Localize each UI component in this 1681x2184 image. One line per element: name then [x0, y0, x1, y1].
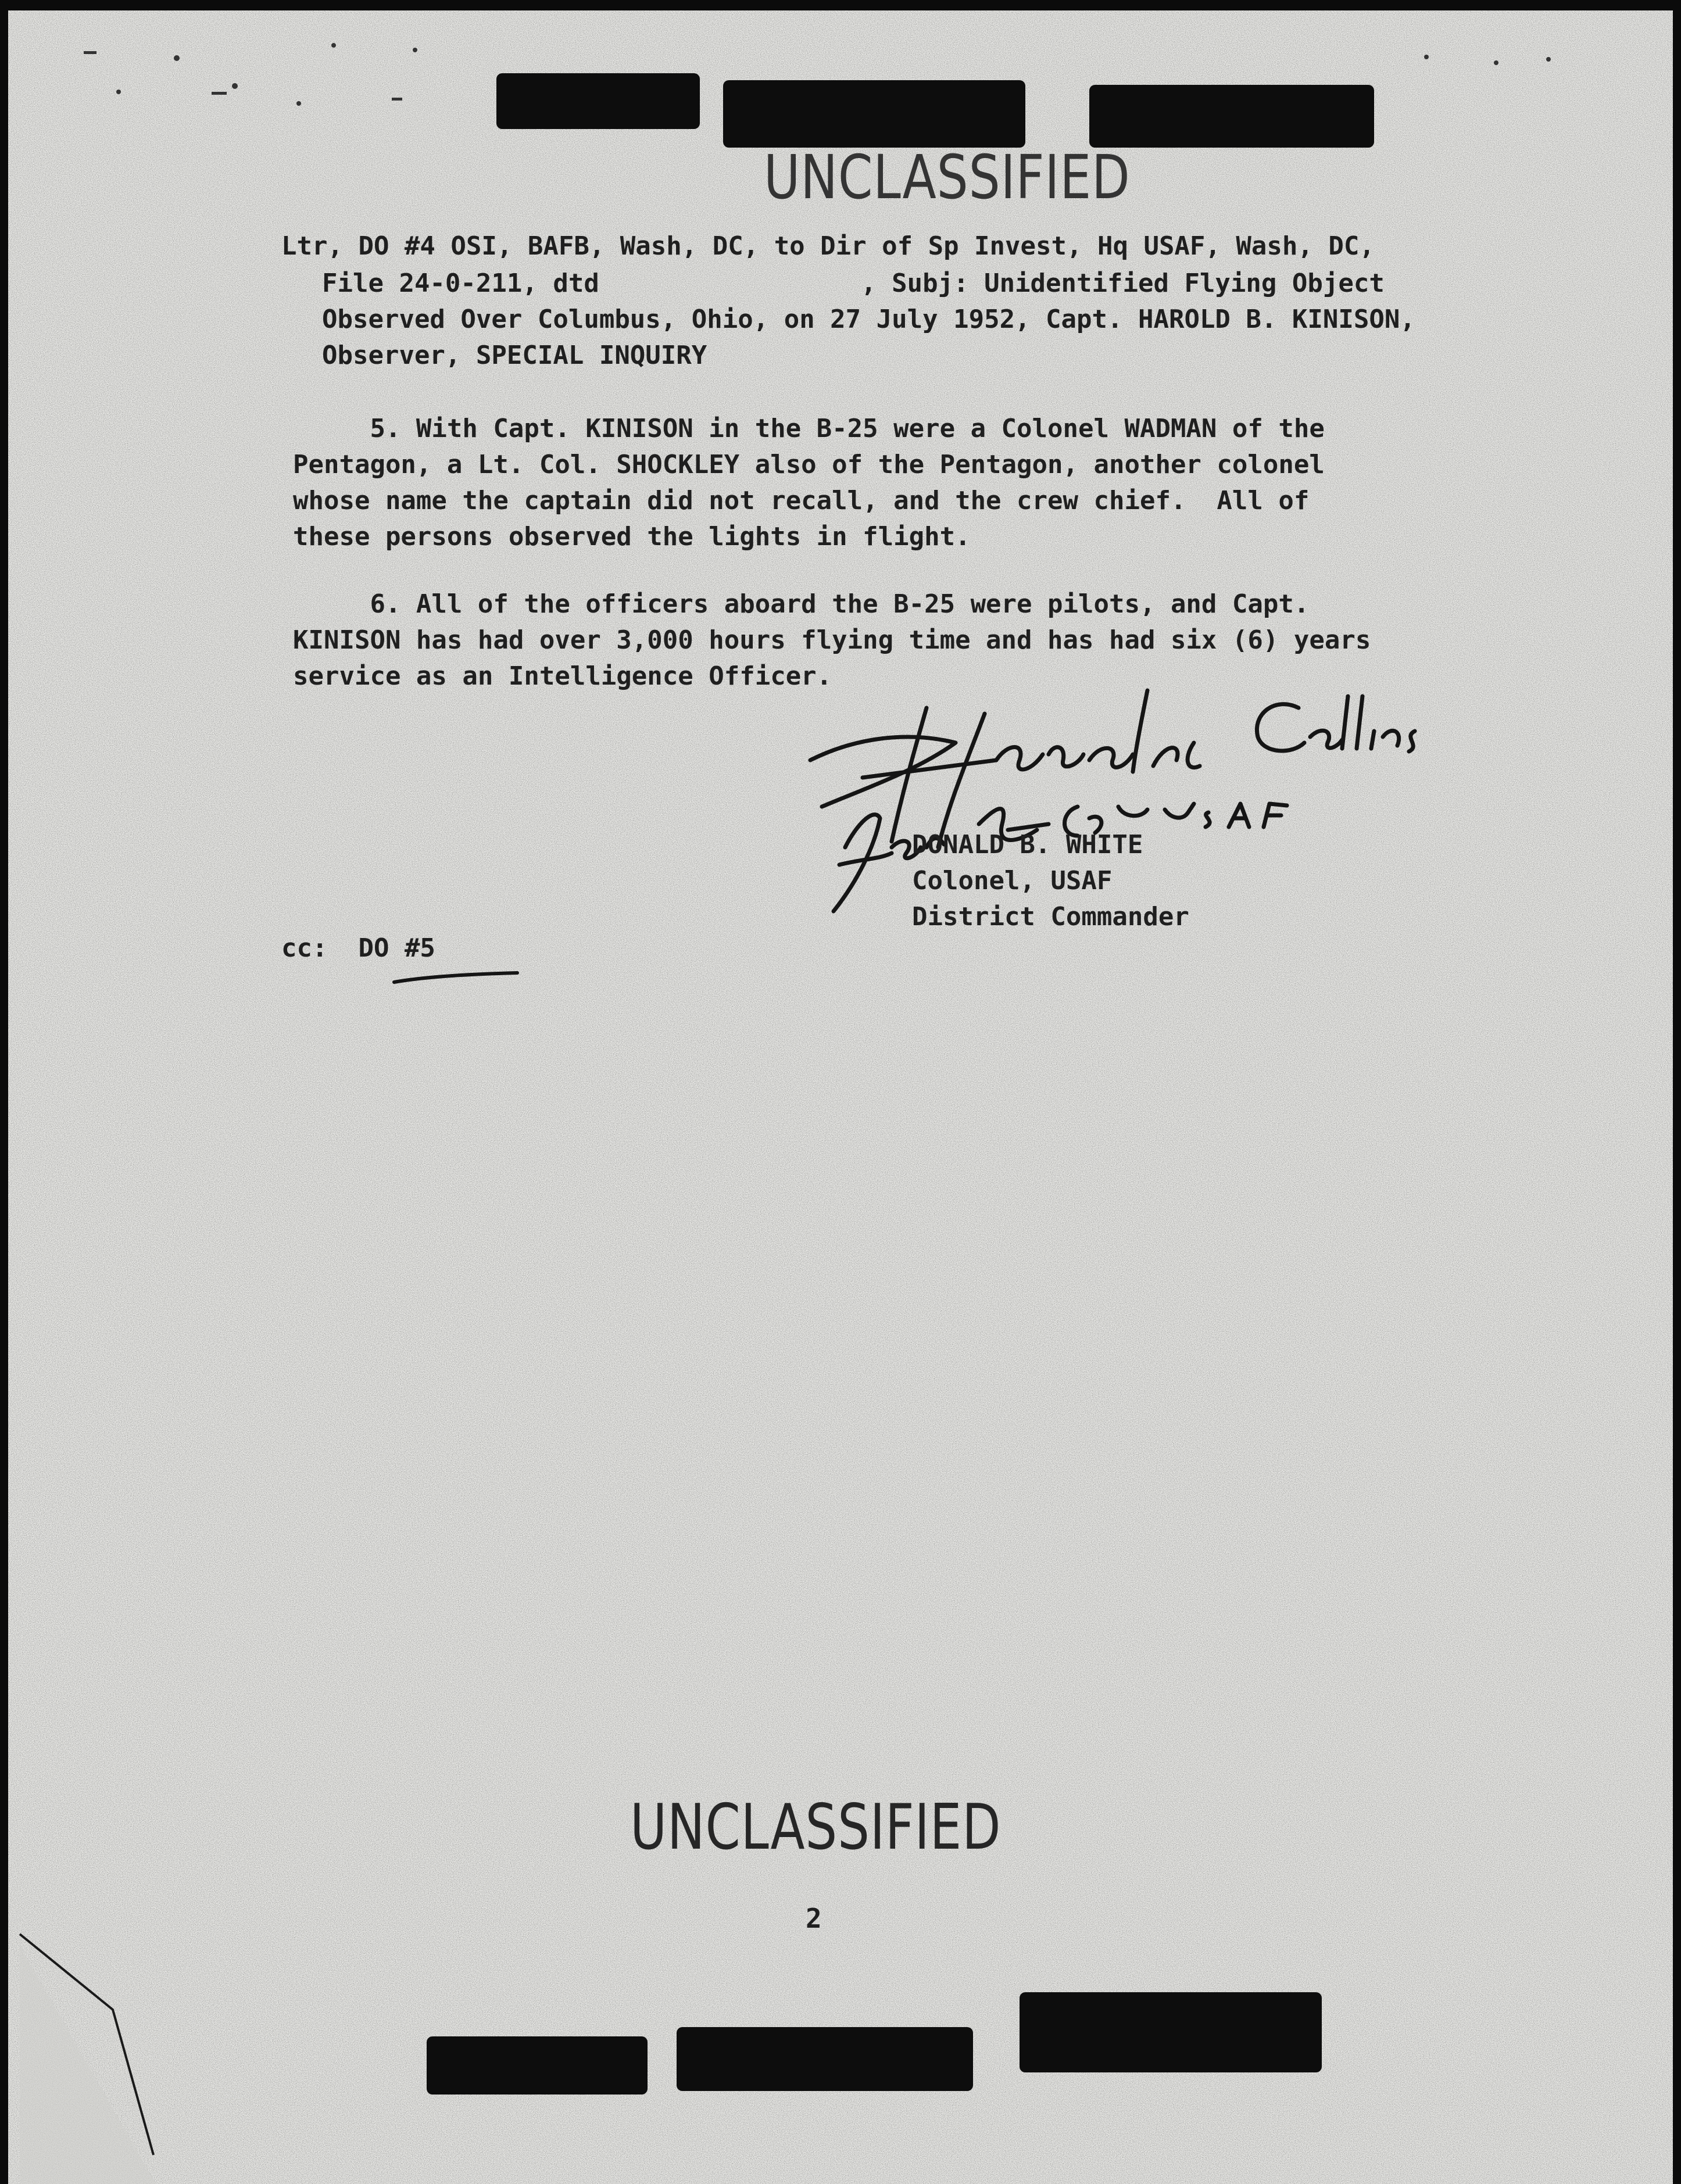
- cc-recipient: DO #5: [358, 933, 435, 963]
- classification-stamp-top: UNCLASSIFIED: [764, 142, 1131, 213]
- reference-line-4: Observer, SPECIAL INQUIRY: [322, 341, 707, 370]
- reference-line-3: Observed Over Columbus, Ohio, on 27 July 1952, Capt. HAROLD B. KINISON,: [322, 305, 1415, 334]
- paragraph-5-line: Pentagon, a Lt. Col. SHOCKLEY also of the Pentagon, another colonel: [293, 450, 1325, 479]
- signatory-title: District Commander: [912, 902, 1189, 932]
- paragraph-5-line: these persons observed the lights in flight.: [293, 522, 971, 552]
- reference-line-1: Ltr, DO #4 OSI, BAFB, Wash, DC, to Dir of Sp Invest, Hq USAF, Wash, DC,: [281, 231, 1375, 261]
- paragraph-5-line: whose name the captain did not recall, and the crew chief. All of: [293, 486, 1309, 515]
- paragraph-5-line: 5. With Capt. KINISON in the B-25 were a Colonel WADMAN of the: [293, 414, 1325, 443]
- paragraph-6-line: 6. All of the officers aboard the B-25 were pilots, and Capt.: [293, 589, 1309, 619]
- signatory-name: DONALD B. WHITE: [912, 830, 1143, 860]
- reference-line-2: File 24-0-211, dtd , Subj: Unidentified Flying Object: [322, 268, 1385, 298]
- cc-label: cc:: [281, 933, 327, 963]
- signatory-rank: Colonel, USAF: [912, 866, 1112, 896]
- page-number: 2: [806, 1903, 822, 1934]
- paragraph-6-line: KINISON has had over 3,000 hours flying time and has had six (6) years: [293, 625, 1371, 655]
- paragraph-6-line: service as an Intelligence Officer.: [293, 661, 832, 691]
- classification-stamp-bottom: UNCLASSIFIED: [630, 1791, 1002, 1864]
